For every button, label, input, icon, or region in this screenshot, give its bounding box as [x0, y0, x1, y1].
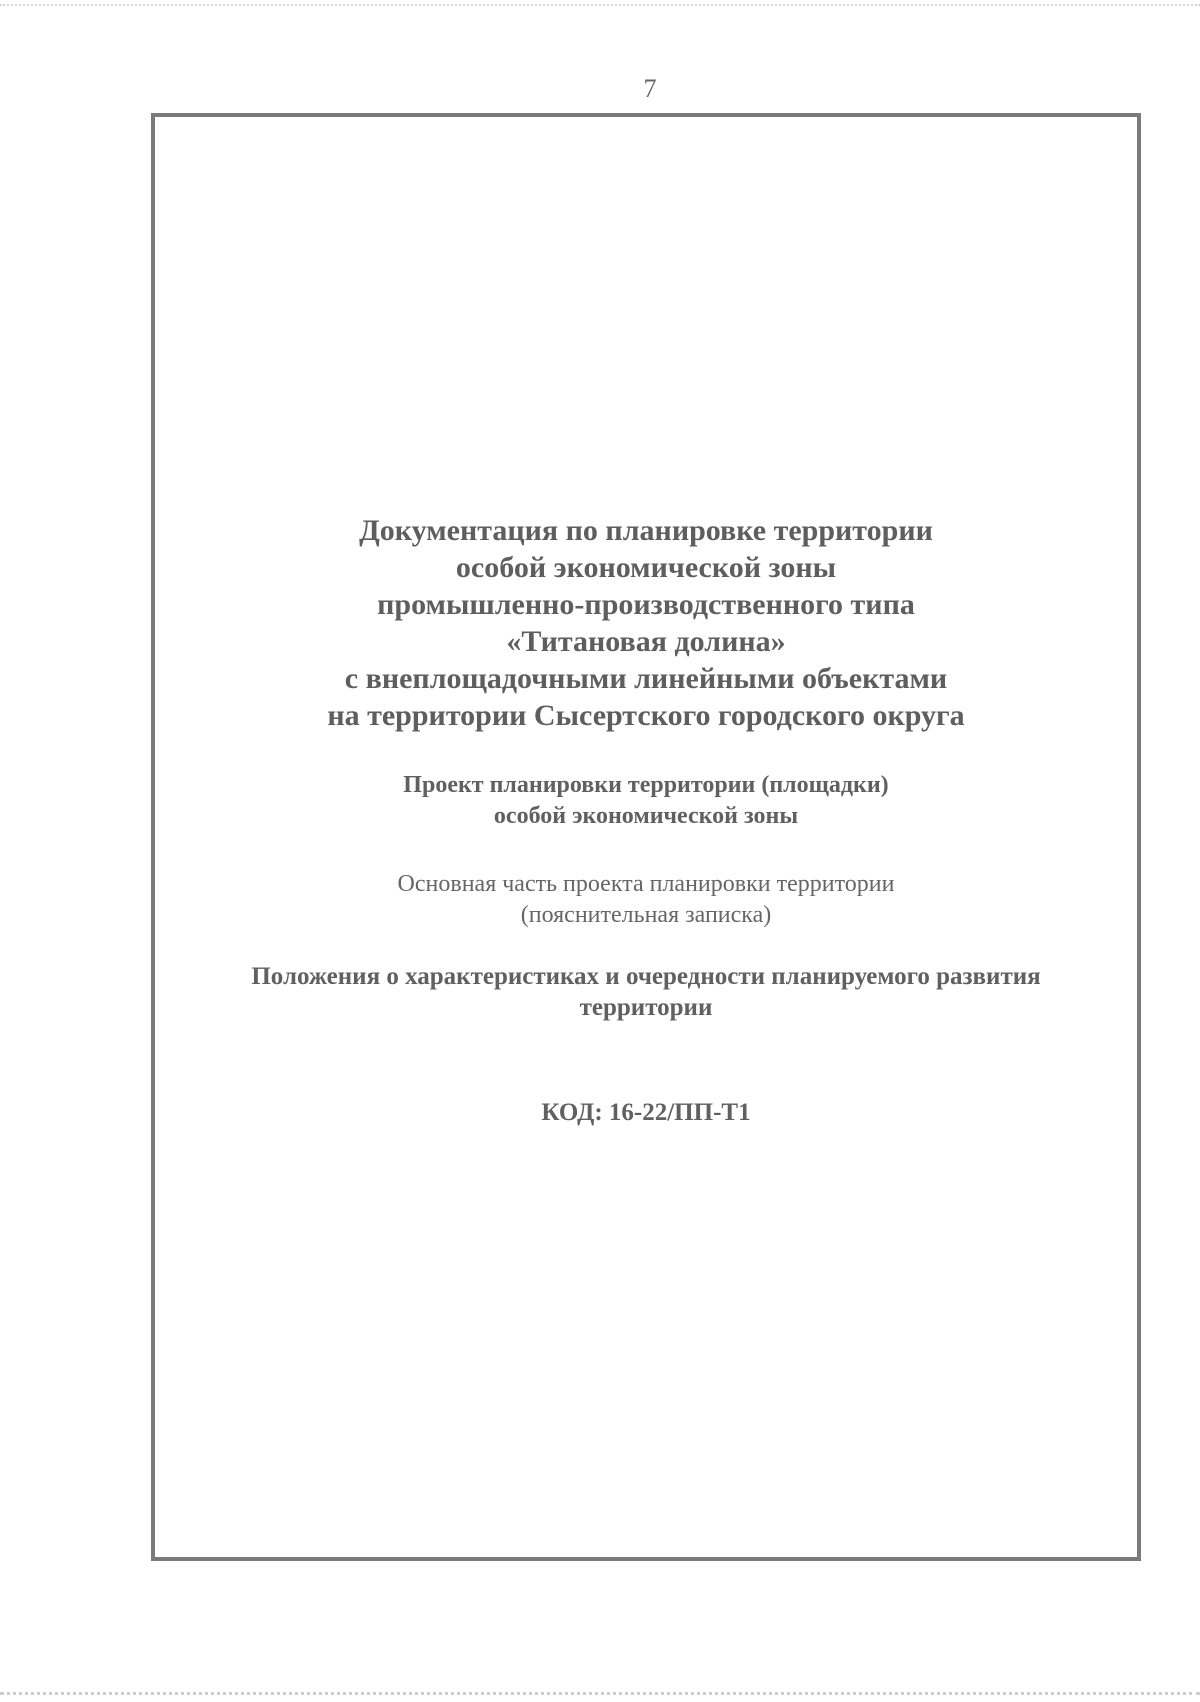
provisions-line: Положения о характеристиках и очередности планируемого развития	[251, 963, 1041, 990]
subtitle-line: Проект планировки территории (площадки)	[403, 772, 889, 798]
title-page-frame	[151, 113, 1141, 1561]
provisions-heading	[155, 961, 1137, 1023]
provisions-line: территории	[579, 994, 713, 1021]
scan-edge-top	[0, 4, 1200, 10]
document-title	[155, 512, 1137, 734]
part-line: (пояснительная записка)	[520, 902, 772, 928]
title-line: с внеплощадочными линейными объектами	[344, 662, 948, 695]
title-line: «Титановая долина»	[506, 625, 786, 658]
title-line: промышленно-производственного типа	[377, 588, 915, 621]
subtitle-line: особой экономической зоны	[493, 803, 799, 829]
title-line: Документация по планировке территории	[359, 514, 933, 547]
project-subtitle	[155, 770, 1137, 832]
page-number: 7	[643, 74, 657, 103]
title-line: особой экономической зоны	[455, 551, 837, 584]
title-line: на территории Сысертского городского округа	[327, 699, 965, 732]
scan-edge-bottom	[0, 1692, 1200, 1699]
part-description	[155, 869, 1137, 931]
part-line: Основная часть проекта планировки территории	[397, 871, 895, 897]
document-code: КОД: 16-22/ПП-Т1	[541, 1099, 751, 1126]
